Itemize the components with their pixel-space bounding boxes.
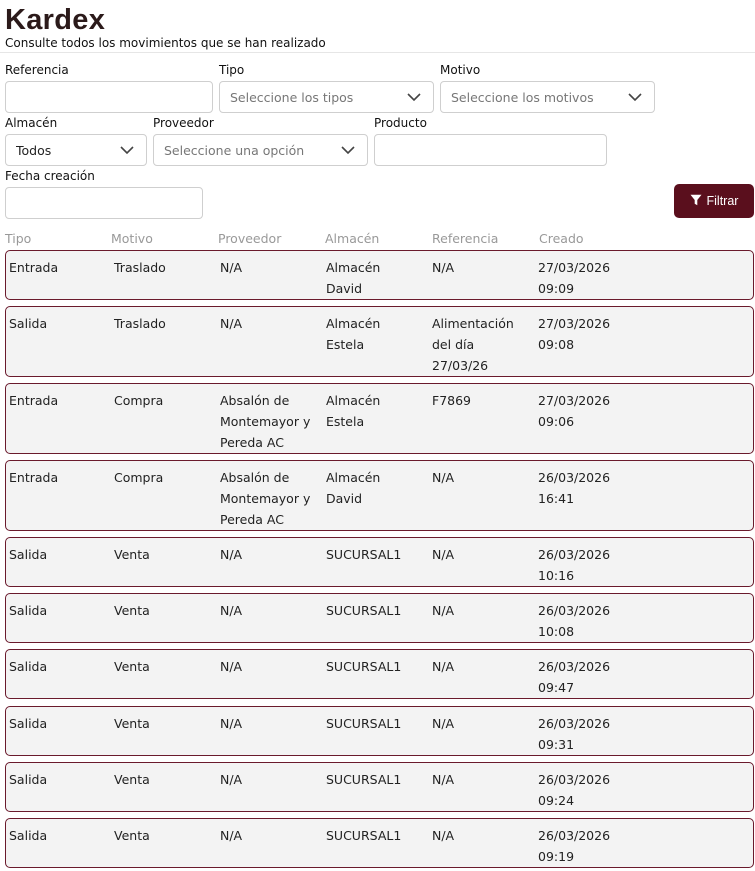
table-row[interactable] [5,306,754,377]
proveedor-label: Proveedor [153,116,214,130]
cell-referencia: N/A [432,603,455,618]
cell-motivo: Venta [114,547,150,562]
cell-tipo: Entrada [9,393,59,408]
proveedor-placeholder: Seleccione una opción [164,142,305,158]
referencia-label: Referencia [5,63,69,77]
cell-tipo: Salida [9,547,48,562]
motivo-placeholder: Seleccione los motivos [451,89,594,105]
table-row[interactable] [5,460,754,531]
referencia-input[interactable] [5,81,213,113]
cell-almacen: Almacén David [326,470,381,506]
almacen-value: Todos [16,142,52,158]
column-header-creado: Creado [539,231,584,246]
cell-motivo: Venta [114,659,150,674]
cell-tipo: Salida [9,603,48,618]
cell-motivo: Venta [114,716,150,731]
chevron-down-icon [337,139,359,161]
cell-tipo: Salida [9,716,48,731]
cell-almacen: Almacén Estela [326,316,381,352]
cell-motivo: Compra [114,470,164,485]
cell-creado: 26/03/2026 10:16 [538,547,611,583]
motivo-select[interactable] [440,81,655,113]
cell-referencia: N/A [432,260,455,275]
table-row[interactable] [5,383,754,454]
cell-tipo: Entrada [9,260,59,275]
cell-tipo: Salida [9,828,48,843]
table-row[interactable] [5,537,754,587]
cell-proveedor: N/A [220,828,243,843]
cell-proveedor: N/A [220,772,243,787]
cell-motivo: Venta [114,603,150,618]
column-header-proveedor: Proveedor [218,231,282,246]
column-header-almacen: Almacén [325,231,380,246]
page-subtitle: Consulte todos los movimientos que se han realizado [5,36,326,50]
table-row[interactable] [5,706,754,756]
table-row[interactable] [5,250,754,300]
cell-motivo: Venta [114,772,150,787]
cell-tipo: Salida [9,772,48,787]
tipo-label: Tipo [219,63,245,77]
cell-almacen: Almacén Estela [326,393,381,429]
cell-creado: 26/03/2026 09:19 [538,828,611,864]
cell-proveedor: N/A [220,547,243,562]
cell-referencia: Alimentación del día 27/03/26 [432,316,514,373]
cell-referencia: N/A [432,828,455,843]
column-header-referencia: Referencia [432,231,499,246]
motivo-label: Motivo [440,63,481,77]
fecha-creacion-input[interactable] [5,187,203,219]
chevron-down-icon [624,86,646,108]
tipo-placeholder: Seleccione los tipos [230,89,354,105]
cell-referencia: F7869 [432,393,472,408]
cell-creado: 26/03/2026 16:41 [538,470,611,506]
almacen-select[interactable] [5,134,147,166]
chevron-down-icon [116,139,138,161]
cell-almacen: SUCURSAL1 [326,603,402,618]
producto-input[interactable] [374,134,607,166]
table-row[interactable] [5,593,754,643]
cell-tipo: Salida [9,659,48,674]
cell-proveedor: Absalón de Montemayor y Pereda AC [220,470,311,527]
cell-motivo: Compra [114,393,164,408]
cell-referencia: N/A [432,470,455,485]
cell-creado: 26/03/2026 10:08 [538,603,611,639]
cell-referencia: N/A [432,659,455,674]
cell-tipo: Salida [9,316,48,331]
cell-proveedor: N/A [220,603,243,618]
cell-referencia: N/A [432,716,455,731]
cell-tipo: Entrada [9,470,59,485]
cell-creado: 27/03/2026 09:08 [538,316,611,352]
filter-icon [690,194,702,209]
cell-referencia: N/A [432,547,455,562]
column-header-motivo: Motivo [111,231,153,246]
table-row[interactable] [5,818,754,868]
cell-almacen: SUCURSAL1 [326,828,402,843]
table-row[interactable] [5,762,754,812]
page-header [5,4,326,50]
filtrar-label: Filtrar [706,194,739,208]
column-header-tipo: Tipo [5,231,32,246]
cell-creado: 26/03/2026 09:47 [538,659,611,695]
table-row[interactable] [5,649,754,699]
cell-proveedor: N/A [220,716,243,731]
cell-proveedor: N/A [220,316,243,331]
producto-label: Producto [374,116,427,130]
cell-creado: 27/03/2026 09:09 [538,260,611,296]
page-title: Kardex [5,4,106,36]
chevron-down-icon [403,86,425,108]
cell-creado: 27/03/2026 09:06 [538,393,611,429]
almacen-label: Almacén [5,116,58,130]
cell-motivo: Traslado [114,260,166,275]
cell-proveedor: N/A [220,659,243,674]
cell-motivo: Traslado [114,316,166,331]
filtrar-button[interactable] [674,184,754,218]
tipo-select[interactable] [219,81,434,113]
cell-proveedor: Absalón de Montemayor y Pereda AC [220,393,311,450]
cell-almacen: SUCURSAL1 [326,772,402,787]
cell-almacen: SUCURSAL1 [326,547,402,562]
proveedor-select[interactable] [153,134,368,166]
cell-creado: 26/03/2026 09:24 [538,772,611,808]
header-divider [0,52,755,53]
cell-almacen: Almacén David [326,260,381,296]
cell-creado: 26/03/2026 09:31 [538,716,611,752]
cell-almacen: SUCURSAL1 [326,659,402,674]
fecha-label: Fecha creación [5,169,95,183]
cell-almacen: SUCURSAL1 [326,716,402,731]
cell-proveedor: N/A [220,260,243,275]
cell-referencia: N/A [432,772,455,787]
cell-motivo: Venta [114,828,150,843]
